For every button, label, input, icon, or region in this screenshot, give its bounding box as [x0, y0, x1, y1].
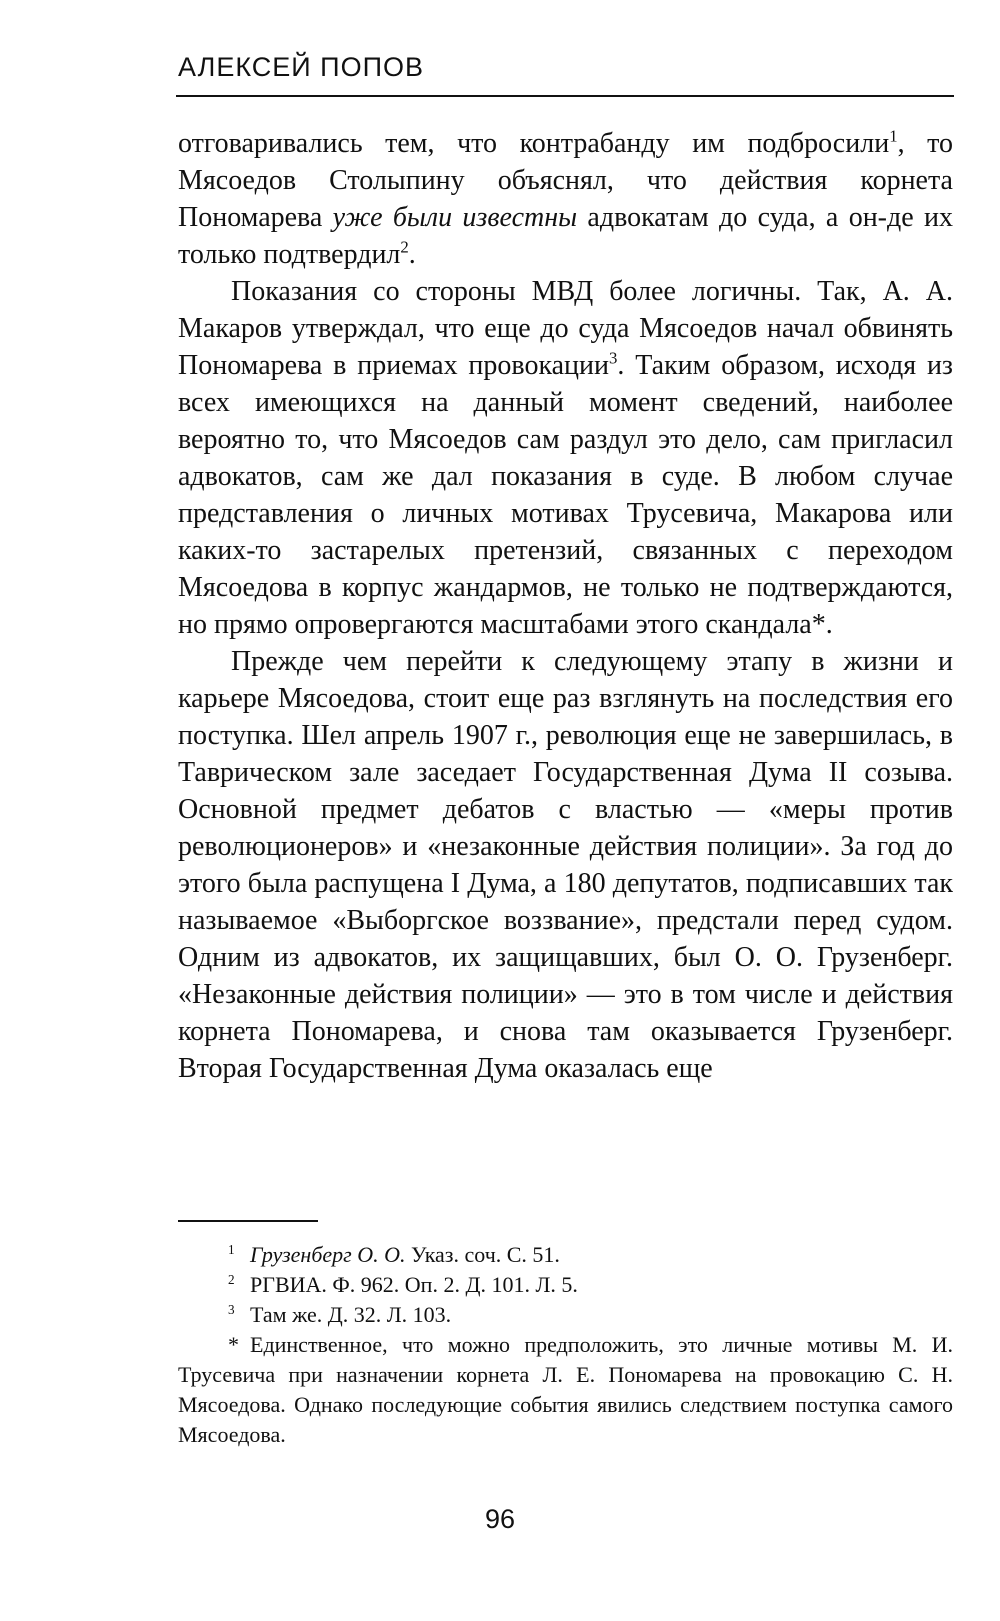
footnote-4-mark: *: [228, 1332, 239, 1357]
paragraph-1-text-d: .: [408, 239, 416, 270]
paragraph-1-emphasis: уже были известны: [332, 202, 578, 233]
running-header-author: АЛЕКСЕЙ ПОПОВ: [178, 52, 424, 82]
paragraph-1-text-a: отговаривались тем, что контрабанду им подбросили: [178, 128, 890, 159]
footnote-4-text: Единственное, что можно предположить, это личные мотивы М. И. Трусевича при назначении корнета Л. Е. Пономарева на провокацию С. Н. Мясоедова. Однако последующие события явились следствием поступка самого Мясоедова.: [178, 1332, 953, 1447]
page-number: 96: [484, 1504, 516, 1534]
footnote-ref-1: 1: [889, 126, 898, 146]
footnote-1-author: Грузенберг О. О.: [250, 1242, 406, 1267]
footnotes: [178, 1240, 953, 1450]
footnote-2-text: РГВИА. Ф. 962. Оп. 2. Д. 101. Л. 5.: [250, 1272, 578, 1297]
footnote-ref-2: 2: [400, 237, 409, 257]
footnote-2: $^2$ РГВИА. Ф. 962. Оп. 2. Д. 101. Л. 5.: [228, 1271, 578, 1297]
paragraph-2-text-b: . Таким образом, исходя из всех имеющихся на данный момент сведений, наиболее вероятно то, что Мясоедов сам раздул это дело, сам пригласил адвокатов, сам же дал показания в суде. В любом случае представления о личных мотивах Трусевича, Макарова или каких-то застарелых претензий, связанных с переходом Мясоедова в корпус жандармов, не только не подтверждаются, но прямо опровергаются масштабами этого скандала*.: [178, 350, 953, 640]
paragraph-2-text-a: Показания со стороны МВД более логичны. Так, А. А. Макаров утверждал, что еще до суда Мясоедов начал обвинять Пономарева в приемах провокации: [178, 276, 953, 381]
footnote-1-text: Указ. соч. С. 51.: [405, 1242, 560, 1267]
paragraph-3: Прежде чем перейти к следующему этапу в жизни и карьере Мясоедова, стоит еще раз взглянуть на последствия его поступка. Шел апрель 1907 г., революция еще не завершилась, в Таврическом зале заседает Государственная Дума II созыва. Основной предмет дебатов с властью — «меры против революционеров» и «незаконные действия полиции». За год до этого была распущена I Дума, а 180 депутатов, подписавших так называемое «Выборгское воззвание», предстали перед судом. Одним из адвокатов, их защищавших, был О. О. Грузенберг. «Незаконные действия полиции» — это в том числе и действия корнета Пономарева, и снова там оказывается Грузенберг. Вторая Государственная Дума оказалась еще: [178, 646, 953, 1084]
paragraph-1: [178, 125, 953, 273]
header-divider: [176, 95, 954, 97]
footnote-3: $^3$ Там же. Д. 32. Л. 103.: [228, 1301, 452, 1327]
footnote-divider: [178, 1220, 318, 1222]
paragraph-2: [178, 273, 953, 643]
paragraph-1-text-b: , то Мясоедов Столыпину объяснял, что действия корнета Пономарева: [178, 128, 953, 233]
footnote-4: [178, 1330, 953, 1450]
footnote-1: $^1$ Грузенберг О. О. Указ. соч. С. 51.: [228, 1241, 560, 1267]
footnote-3-text: Там же. Д. 32. Л. 103.: [250, 1302, 452, 1327]
paragraph-1-text-c: адвокатам до суда, а он-де их только подтвердил: [178, 202, 953, 270]
footnote-ref-3: 3: [609, 348, 618, 368]
main-text: [178, 125, 953, 1087]
